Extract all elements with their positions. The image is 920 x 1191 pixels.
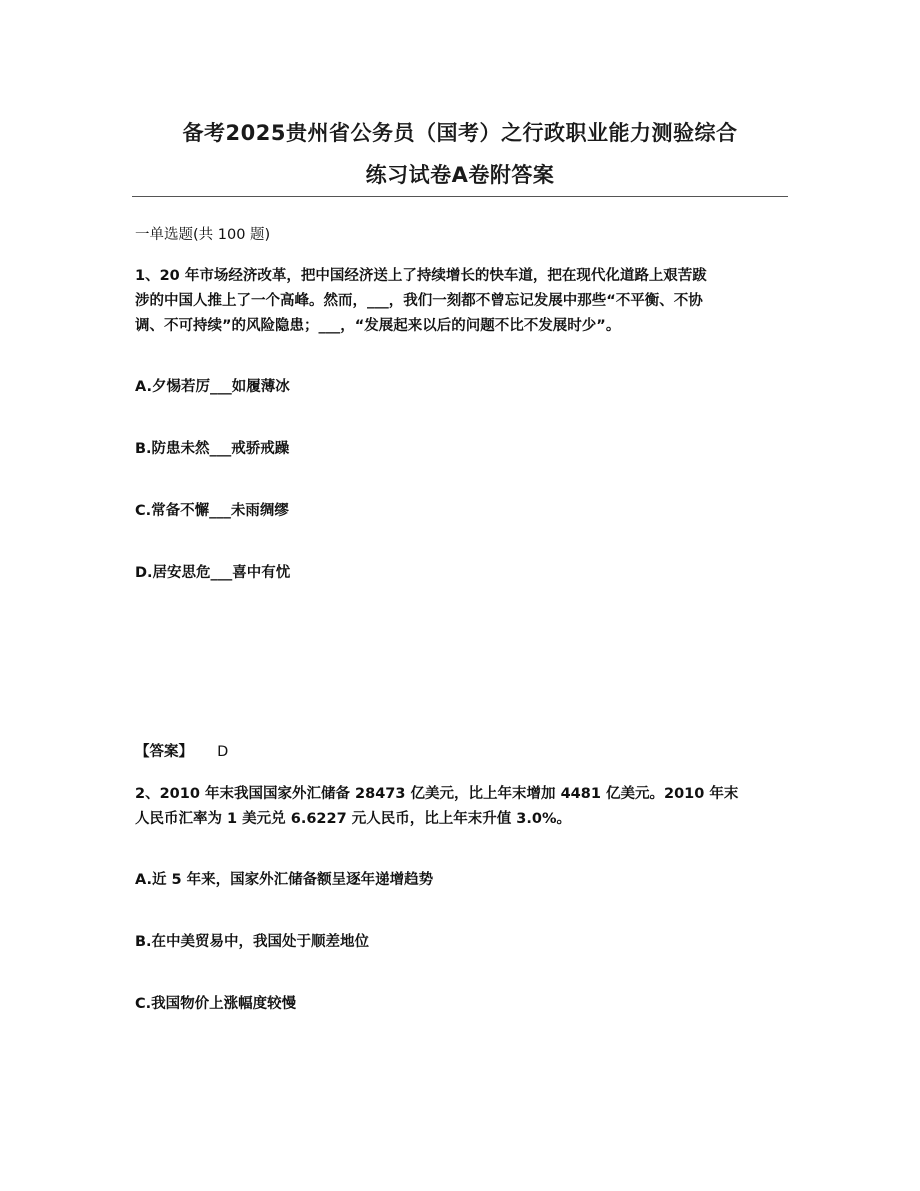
title-divider: [132, 196, 788, 197]
question-1-stem-line-3: 调、不可持续”的风险隐患；___，“发展起来以后的问题不比不发展时少”。: [135, 318, 621, 334]
question-2-option-b: B.在中美贸易中，我国处于顺差地位: [135, 934, 370, 950]
section-heading: 一单选题(共 100 题): [135, 227, 271, 243]
question-1-option-c: C.常备不懈___未雨绸缪: [135, 503, 289, 519]
question-1-option-a: A.夕惕若厉___如履薄冰: [135, 379, 290, 395]
document-title-line-1: 备考2025贵州省公务员（国考）之行政职业能力测验综合: [182, 121, 738, 145]
question-1-option-b: B.防患未然___戒骄戒躁: [135, 441, 290, 457]
question-1-stem-line-1: 1、20 年市场经济改革，把中国经济送上了持续增长的快车道，把在现代化道路上艰苦跋: [135, 268, 707, 284]
question-2-stem-line-1: 2、2010 年末我国国家外汇储备 28473 亿美元，比上年末增加 4481 亿美元。2010 年末: [135, 786, 739, 802]
question-1-option-d: D.居安思危___喜中有忧: [135, 565, 291, 581]
question-2-option-c: C.我国物价上涨幅度较慢: [135, 996, 297, 1012]
answer-value: D: [217, 744, 229, 760]
question-1-answer: [135, 740, 228, 761]
question-2-option-a: A.近 5 年来，国家外汇储备额呈逐年递增趋势: [135, 872, 434, 888]
document-title-line-2: 练习试卷A卷附答案: [365, 163, 555, 187]
answer-label: 【答案】: [135, 744, 193, 760]
question-1-stem-line-2: 涉的中国人推上了一个高峰。然而，___，我们一刻都不曾忘记发展中那些“不平衡、不协: [135, 293, 703, 309]
question-2-stem-line-2: 人民币汇率为 1 美元兑 6.6227 元人民币，比上年末升值 3.0%。: [135, 811, 571, 827]
